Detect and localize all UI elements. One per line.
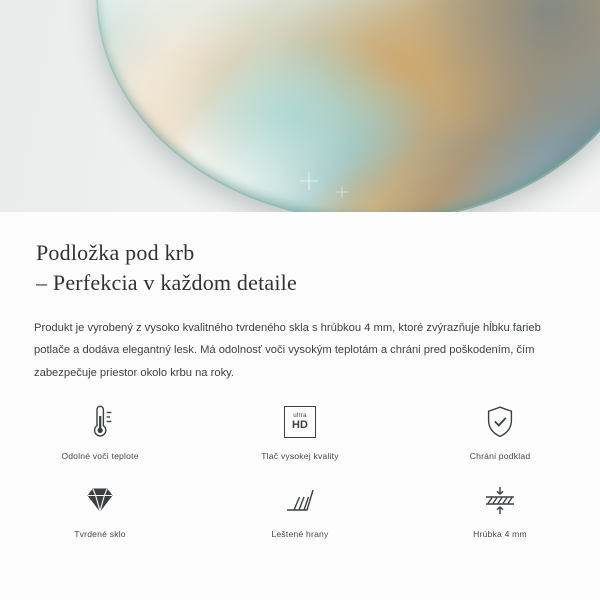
feature-print-quality bbox=[200, 392, 400, 470]
text-content bbox=[0, 212, 600, 384]
sparkle-icon bbox=[336, 186, 348, 198]
thermometer-icon bbox=[83, 402, 117, 442]
page-title-line-2: – Perfekcia v každom detaile bbox=[36, 270, 297, 296]
hero-product-image bbox=[0, 0, 600, 212]
thickness-arrows-icon bbox=[480, 480, 520, 520]
feature-polished-edges bbox=[200, 470, 400, 548]
feature-label: Tlač vysokej kvality bbox=[261, 451, 339, 461]
sparkle-icon bbox=[300, 172, 318, 190]
feature-surface-protection bbox=[400, 392, 600, 470]
feature-thickness bbox=[400, 470, 600, 548]
feature-label: Chráni podklad bbox=[469, 451, 531, 461]
badge-top-text: ultra bbox=[293, 411, 307, 419]
diamond-icon bbox=[82, 480, 118, 520]
shield-check-icon bbox=[484, 402, 516, 442]
feature-grid bbox=[0, 392, 600, 548]
feature-heat-resistance bbox=[0, 392, 200, 470]
description-paragraph: Produkt je vyrobený z vysoko kvalitného tvrdeného skla s hrúbkou 4 mm, ktoré zvýrazňuje hĺbku farieb potlače a dodáva elegantný lesk. Má odolnosť voči vysokým teplotám a chráni pred poškodením, čím zabezpečuje priestor okolo krbu na roky. bbox=[34, 321, 541, 379]
feature-tempered-glass bbox=[0, 470, 200, 548]
page-title bbox=[0, 212, 600, 299]
feature-label: Tvrdené sklo bbox=[74, 529, 126, 539]
polished-edges-icon bbox=[283, 480, 317, 520]
feature-label: Hrúbka 4 mm bbox=[473, 529, 527, 539]
feature-label: Leštené hrany bbox=[271, 529, 329, 539]
feature-label: Odolné voči teplote bbox=[61, 451, 139, 461]
page-title-line-1: Podložka pod krb bbox=[36, 240, 195, 265]
badge-bottom-text: HD bbox=[292, 419, 308, 432]
ultra-hd-badge-icon bbox=[284, 402, 316, 442]
